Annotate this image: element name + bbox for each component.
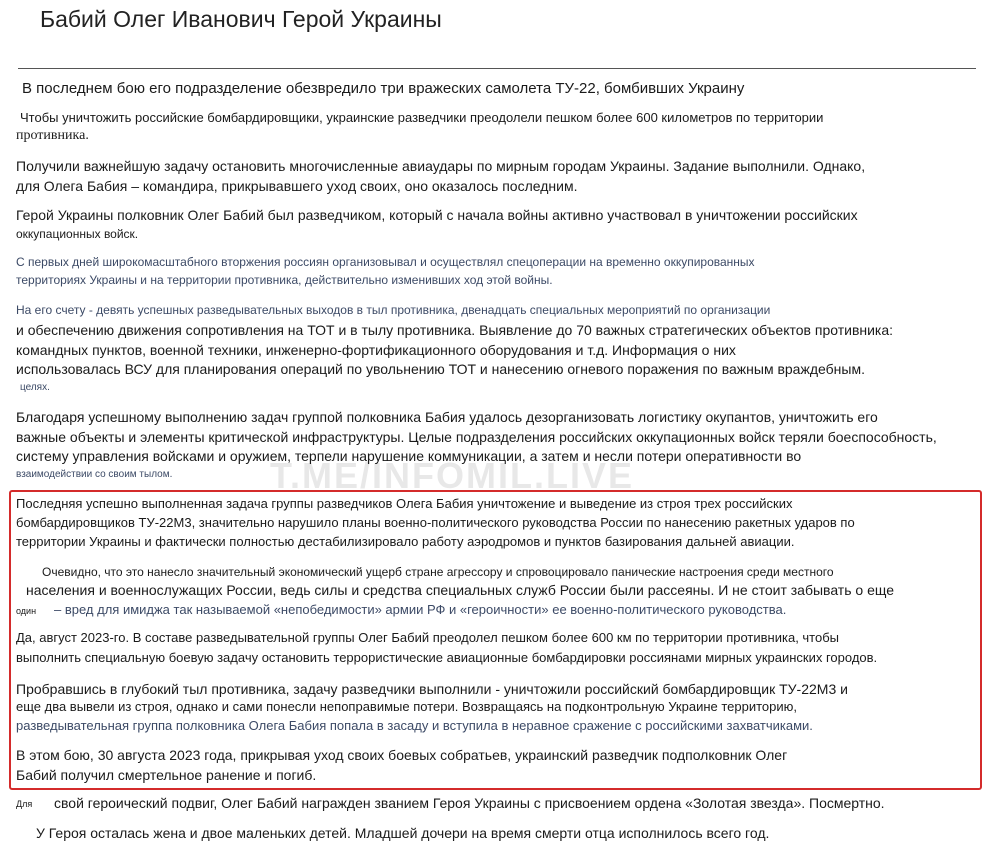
highlight-line: один	[16, 606, 37, 616]
highlight-line: Бабий получил смертельное ранение и погиб.	[16, 767, 317, 783]
highlight-line: выполнить специальную боевую задачу остановить террористические авиационные бомбардировки россиянами мирных украинских городов.	[16, 650, 878, 665]
paragraph-line: командных пунктов, военной техники, инженерно-фортификационного оборудования и т.д. Информация о них	[16, 342, 736, 358]
paragraph-line: Для	[16, 799, 33, 809]
highlight-line: Да, август 2023-го. В составе разведывательной группы Олег Бабий преодолел пешком более 600 км по территории противника, чтобы	[16, 630, 840, 645]
lead-line: В последнем бою его подразделение обезвредило три вражеских самолета ТУ-22, бомбивших Украину	[22, 80, 745, 97]
highlight-line: – вред для имиджа так называемой «непобедимости» армии РФ и «героичности» ее военно-политического руководства.	[54, 602, 787, 617]
paragraph-line: свой героический подвиг, Олег Бабий награжден званием Героя Украины с присвоением ордена «Золотая звезда». Посмертно.	[54, 795, 885, 811]
highlight-line: В этом бою, 30 августа 2023 года, прикрывая уход своих боевых собратьев, украинский разведчик подполковник Олег	[16, 747, 788, 763]
highlight-line: населения и военнослужащих России, ведь силы и средства специальных служб России были рассеяны. И не стоит забывать о еще	[26, 582, 895, 598]
paragraph-line: целях.	[20, 382, 50, 393]
paragraph-line: На его счету - девять успешных разведывательных выходов в тыл противника, двенадцать специальных мероприятий по организации	[16, 303, 771, 317]
paragraph-line: взаимодействии со своим тылом.	[16, 469, 173, 480]
paragraph-line: Благодаря успешному выполнению задач группой полковника Бабия удалось дезорганизовать логистику окупантов, уничтожить его	[16, 409, 878, 425]
highlight-line: еще два вывели из строя, однако и сами понесли непоправимые потери. Возвращаясь на подконтрольную Украине территорию,	[16, 699, 798, 714]
watermark: T.ME/INFOMIL.LIVE	[270, 455, 634, 496]
paragraph-line: Герой Украины полковник Олег Бабий был разведчиком, который с начала войны активно участвовал в уничтожении российских	[16, 207, 858, 223]
title-divider	[18, 68, 976, 69]
highlight-line: Последняя успешно выполненная задача группы разведчиков Олега Бабия уничтожение и выведение из строя трех российских	[16, 496, 793, 511]
paragraph-line: использовалась ВСУ для планирования операций по увольнению ТОТ и нанесению огневого поражения по важным враждебным.	[16, 361, 865, 377]
paragraph-line: Получили важнейшую задачу остановить многочисленные авиаудары по мирным городам Украины. Задание выполнили. Однако,	[16, 158, 866, 174]
paragraph-line: и обеспечению движения сопротивления на ТОТ и в тылу противника. Выявление до 70 важных стратегических объектов противника:	[16, 322, 894, 338]
paragraph-line: оккупационных войск.	[16, 227, 139, 241]
highlight-line: Пробравшись в глубокий тыл противника, задачу разведчики выполнили - уничтожили российский бомбардировщик ТУ-22М3 и	[16, 681, 848, 697]
paragraph-line: важные объекты и элементы критической инфраструктуры. Целые подразделения российских оккупационных войск теряли боеспособность,	[16, 429, 937, 445]
paragraph-line: Чтобы уничтожить российские бомбардировщики, украинские разведчики преодолели пешком более 600 километров по территории	[20, 110, 824, 125]
page-title: Бабий Олег Иванович Герой Украины	[40, 6, 442, 32]
highlight-line: бомбардировщиков ТУ-22М3, значительно нарушило планы военно-политического руководства России по нанесению ракетных ударов по	[16, 515, 855, 530]
paragraph-line: У Героя осталась жена и двое маленьких детей. Младшей дочери на время смерти отца исполнилось всего год.	[36, 825, 770, 841]
highlight-line: территории Украины и фактически полностью дестабилизировало работу аэродромов и пунктов базирования дальней авиации.	[16, 534, 795, 549]
paragraph-line: систему управления войсками и оружием, терпели нарушение коммуникации, а затем и несли потери оперативности во	[16, 448, 802, 464]
paragraph-line: для Олега Бабия – командира, прикрывавшего уход своих, оно оказалось последним.	[16, 178, 578, 194]
paragraph-line: С первых дней широкомасштабного вторжения россиян организовывал и осуществлял спецоперации на временно оккупированных	[16, 255, 755, 269]
highlight-line: Очевидно, что это нанесло значительный экономический ущерб стране агрессору и спровоцировало панические настроения среди местного	[42, 565, 834, 579]
paragraph-line: противника.	[16, 128, 89, 143]
highlight-line: разведывательная группа полковника Олега Бабия попала в засаду и вступила в неравное сражение с российскими захватчиками.	[16, 718, 813, 733]
paragraph-line: территориях Украины и на территории противника, действительно изменивших ход этой войны.	[16, 273, 553, 287]
